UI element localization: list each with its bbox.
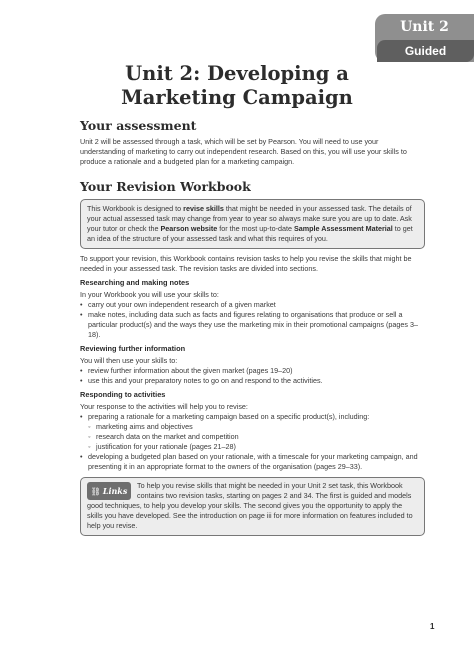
list-item: • use this and your preparatory notes to go on and respond to the activities.: [80, 376, 425, 386]
sub-list-item: ◦ marketing aims and objectives: [80, 422, 425, 432]
links-label: Links: [102, 486, 128, 496]
chain-link-icon: ⛓: [90, 486, 101, 496]
list-item: • review further information about the given market (pages 19–20): [80, 366, 425, 376]
workbook-info-box: [80, 199, 425, 249]
unit-tab: [375, 14, 474, 62]
links-text: To help you revise skills that might be needed in your Unit 2 set task, this Workbook contains two revision tasks, starting on pages 2 and 34. The first is guided and models good techniques, to help you develop your skills. The second gives you the opportunity to apply the skills you have developed. See the introduction on page iii for more information on features included to help you revise.: [87, 481, 413, 530]
reviewing-lead: You will then use your skills to:: [80, 356, 178, 365]
title-line-1: Unit 2: Developing a: [125, 62, 349, 85]
assessment-text: Unit 2 will be assessed through a task, which will be set by Pearson. You will need to use your understanding of marketing to carry out independent research. Based on this, you will use your skills to produce a rationale and a budgeted plan for a marketing campaign.: [80, 137, 407, 166]
reviewing-list: [80, 366, 425, 386]
list-item: • preparing a rationale for a marketing campaign based on a specific product(s), including:: [80, 412, 425, 422]
links-box: [80, 477, 425, 536]
unit-label: Unit 2: [400, 19, 449, 35]
links-badge: [87, 482, 131, 500]
assessment-heading: Your assessment: [80, 118, 197, 133]
responding-heading: Responding to activities: [80, 390, 166, 399]
title-line-2: Marketing Campaign: [121, 86, 353, 109]
pearson-website-bold: Pearson website: [160, 224, 218, 233]
sub-list-item: ◦ justification for your rationale (pages 21–28): [80, 442, 425, 452]
responding-list: [80, 412, 425, 472]
main-content: [80, 118, 425, 536]
research-heading: Researching and making notes: [80, 278, 190, 287]
guided-label: Guided: [377, 40, 474, 62]
workbook-intro: To support your revision, this Workbook contains revision tasks to help you revise the skills that might be needed in your assessed task. The revision tasks are divided into sections.: [80, 254, 412, 273]
research-lead: In your Workbook you will use your skills to:: [80, 290, 219, 299]
page-number: 1: [430, 622, 435, 631]
research-list: [80, 300, 425, 340]
sample-assessment-bold: Sample Assessment Material: [293, 224, 393, 233]
page-title: [80, 62, 394, 110]
workbook-heading: Your Revision Workbook: [80, 179, 251, 194]
list-item: • carry out your own independent research of a given market: [80, 300, 425, 310]
sub-list-item: ◦ research data on the market and competition: [80, 432, 425, 442]
list-item: • developing a budgeted plan based on your rationale, with a timescale for your marketing campaign, and presenting it in an appropriate format to the owners of the organisation (pages 29–33).: [80, 452, 425, 472]
list-item: • make notes, including data such as facts and figures relating to organisations that produce or sell a particular product(s) and the ways they use the marketing mix in their promotional campaigns (pages 3–18).: [80, 310, 425, 340]
reviewing-heading: Reviewing further information: [80, 344, 186, 353]
responding-lead: Your response to the activities will help you to revise:: [80, 402, 248, 411]
revise-skills-bold: revise skills: [183, 204, 224, 213]
workbook-box-text: This Workbook is designed to revise skills that might be needed in your assessed task. The details of your actual assessed task may change from year to year so always make sure you are up to date. Ask your tutor or check the Pearson website for the most up-to-date Sample Assessment Material to get an idea of the structure of your assessed task and what this requires of you.: [87, 204, 413, 243]
